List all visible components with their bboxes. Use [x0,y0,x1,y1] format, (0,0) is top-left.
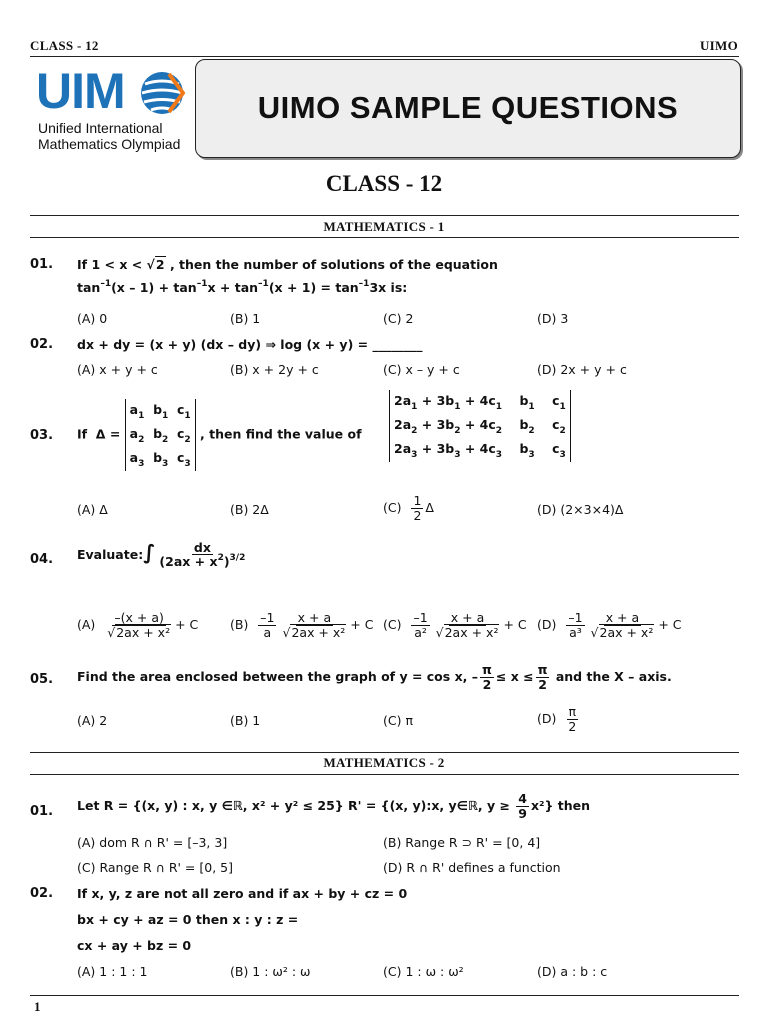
header-rule [30,56,739,57]
uimo-logo [36,63,186,156]
class-heading: CLASS - 12 [325,171,443,196]
section-rule [30,237,739,238]
footer-rule [30,995,739,996]
question-text: Find the area enclosed between the graph of y = cos x, – $\frac{\pi}{2}$ ≤ x ≤ $\frac{\pi}{2}$ and the X – axis. [77,662,672,692]
question-number: 04. [30,552,54,567]
question-text: If 1 < x < √2 , then the number of solutions of the equation [77,257,498,272]
option: (C) $\frac{1}{2}$ Δ [383,493,434,523]
section-title-1: MATHEMATICS - 1 [323,219,445,234]
logo-line2: Mathematics Olympiad [38,136,181,152]
option: (A) dom R ∩ R' = [–3, 3] [77,835,228,850]
globe-icon [139,70,185,116]
question-text: cx + ay + bz = 0 [77,938,192,953]
option: (A) 2 [77,713,108,728]
section-rule [30,774,739,775]
banner-title: UIMO SAMPLE QUESTIONS [257,90,679,125]
question-number: 02. [30,337,54,352]
question-number: 03. [30,428,54,443]
question-text: bx + cy + az = 0 then x : y : z = [77,912,299,927]
option: (C) $\frac{-1}{\text{a²}}$ $\frac{x + a}{\text{√2ax + x²}}$ + C [383,610,527,640]
option: (D) 2x + y + c [537,362,627,377]
section-rule [30,215,739,216]
title-banner [195,59,741,158]
option: (B) x + 2y + c [230,362,319,377]
logo-letters: UIM [36,63,125,119]
option: (A) 0 [77,311,108,326]
option: (D) $\frac{-1}{\text{a³}}$ $\frac{x + a}{\text{√2ax + x²}}$ + C [537,610,682,640]
question-text: If x, y, z are not all zero and if ax + by + cz = 0 [77,886,408,901]
option: (B) 2Δ [230,502,269,517]
question-text: Evaluate:∫ $\frac{dx}{(2ax + x^2)^{3/2}}$ [77,539,246,570]
option: (D) R ∩ R' defines a function [383,860,561,875]
option: (B) Range R ⊃ R' = [0, 4] [383,835,541,850]
question-number: 01. [30,257,54,272]
section-title-2: MATHEMATICS - 2 [323,755,445,770]
header-uimo: UIMO [699,38,738,53]
option: (B) 1 [230,311,261,326]
question-number: 02. [30,886,54,901]
option: (A) x + y + c [77,362,158,377]
option: (C) x – y + c [383,362,460,377]
question-equation: $\tan^{-1}(x - 1) + \tan^{-1}x + \tan^{-1}(x + 1) = \tan^{-1}3x$ is: [77,279,408,295]
option: (A) $\frac{-(x + a)}{\text{√2ax + x²}}$ + C [77,610,199,640]
question-text: Let R = {(x, y) : x, y ∈ℝ, x² + y² ≤ 25} R' = {(x, y):x, y∈ℝ, y ≥ $\frac{4}{9}$ x²} then [77,791,591,821]
evaluate-label: Evaluate: [77,547,144,562]
q5-tail: and the X – axis. [555,668,672,684]
q5-text: Find the area enclosed between the graph of y = cos x, [77,668,468,684]
option: (B) 1 : ω² : ω [230,964,311,979]
option: (D) (2×3×4)Δ [537,502,624,517]
question-number: 05. [30,672,54,687]
option: (C) 2 [383,311,414,326]
option: (C) 1 : ω : ω² [383,964,464,979]
option: (A) Δ [77,502,108,517]
option: (B) $\frac{-1}{a}$ $\frac{x + a}{\text{√2ax + x²}}$ + C [230,610,374,640]
question-number: 01. [30,804,54,819]
option: (D) $\frac{\pi}{2}$ [537,704,577,734]
question-text: If $\Delta = a_1$ $b_1$ $c_1$ $a_2$ $b_2$ $c_2$ $a_3$ $b_3$ $c_3$ , then find the value of [77,399,362,471]
option: (C) Range R ∩ R' = [0, 5] [77,860,233,875]
option: (C) π [383,713,413,728]
determinant-expression: $2a_1 + 3b_1 + 4c_1$ $b_1$ $c_1$ $2a_2 + 3b_2 + 4c_2$ $b_2$ $c_2$ $2a_3 + 3b_3 + 4c_3$ $b_3$ $c_3$ [389,390,571,462]
section-rule [30,752,739,753]
question-text: dx + dy = (x + y) (dx – dy) ⇒ log (x + y) = ________ [77,337,423,352]
logo-line1: Unified International [38,120,163,136]
page-number: 1 [34,999,41,1014]
option: (A) 1 : 1 : 1 [77,964,148,979]
option: (D) a : b : c [537,964,608,979]
option: (D) 3 [537,311,569,326]
header-class: CLASS - 12 [30,38,99,53]
option: (B) 1 [230,713,261,728]
